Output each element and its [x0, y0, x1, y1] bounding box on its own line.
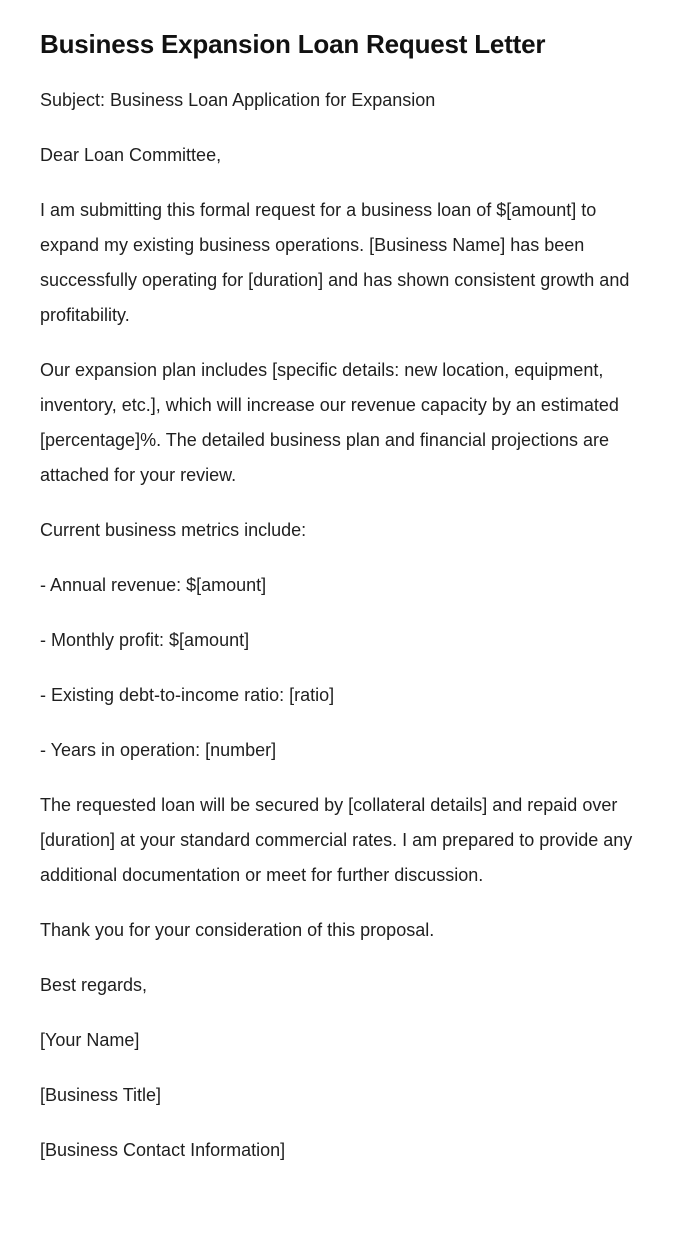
- page-title: Business Expansion Loan Request Letter: [40, 29, 546, 59]
- metric-debt-to-income: - Existing debt-to-income ratio: [ratio]: [40, 684, 335, 705]
- salutation: Dear Loan Committee,: [40, 144, 222, 165]
- closing: Best regards,: [40, 974, 148, 995]
- paragraph-thanks: Thank you for your consideration of this proposal.: [40, 919, 435, 940]
- paragraph-expansion-plan: Our expansion plan includes [specific details: new location, equipment, inventory, etc.], which will increase our revenue capacity by an estimated [percentage]%. The detailed business plan and financial projections are attached for your review.: [40, 359, 619, 485]
- signature-name: [Your Name]: [40, 1029, 140, 1050]
- metric-years-in-operation: - Years in operation: [number]: [40, 739, 277, 760]
- metrics-intro: Current business metrics include:: [40, 519, 307, 540]
- subject-line: Subject: Business Loan Application for Expansion: [40, 89, 436, 110]
- paragraph-request: I am submitting this formal request for a business loan of $[amount] to expand my existing business operations. [Business Name] has been successfully operating for [duration] and has shown consistent growth and profitability.: [40, 199, 630, 325]
- metric-monthly-profit: - Monthly profit: $[amount]: [40, 629, 250, 650]
- signature-contact: [Business Contact Information]: [40, 1139, 286, 1160]
- metric-annual-revenue: - Annual revenue: $[amount]: [40, 574, 267, 595]
- paragraph-collateral-terms: The requested loan will be secured by [collateral details] and repaid over [duration] at your standard commercial rates. I am prepared to provide any additional documentation or meet for further discussion.: [40, 794, 633, 885]
- signature-title: [Business Title]: [40, 1084, 162, 1105]
